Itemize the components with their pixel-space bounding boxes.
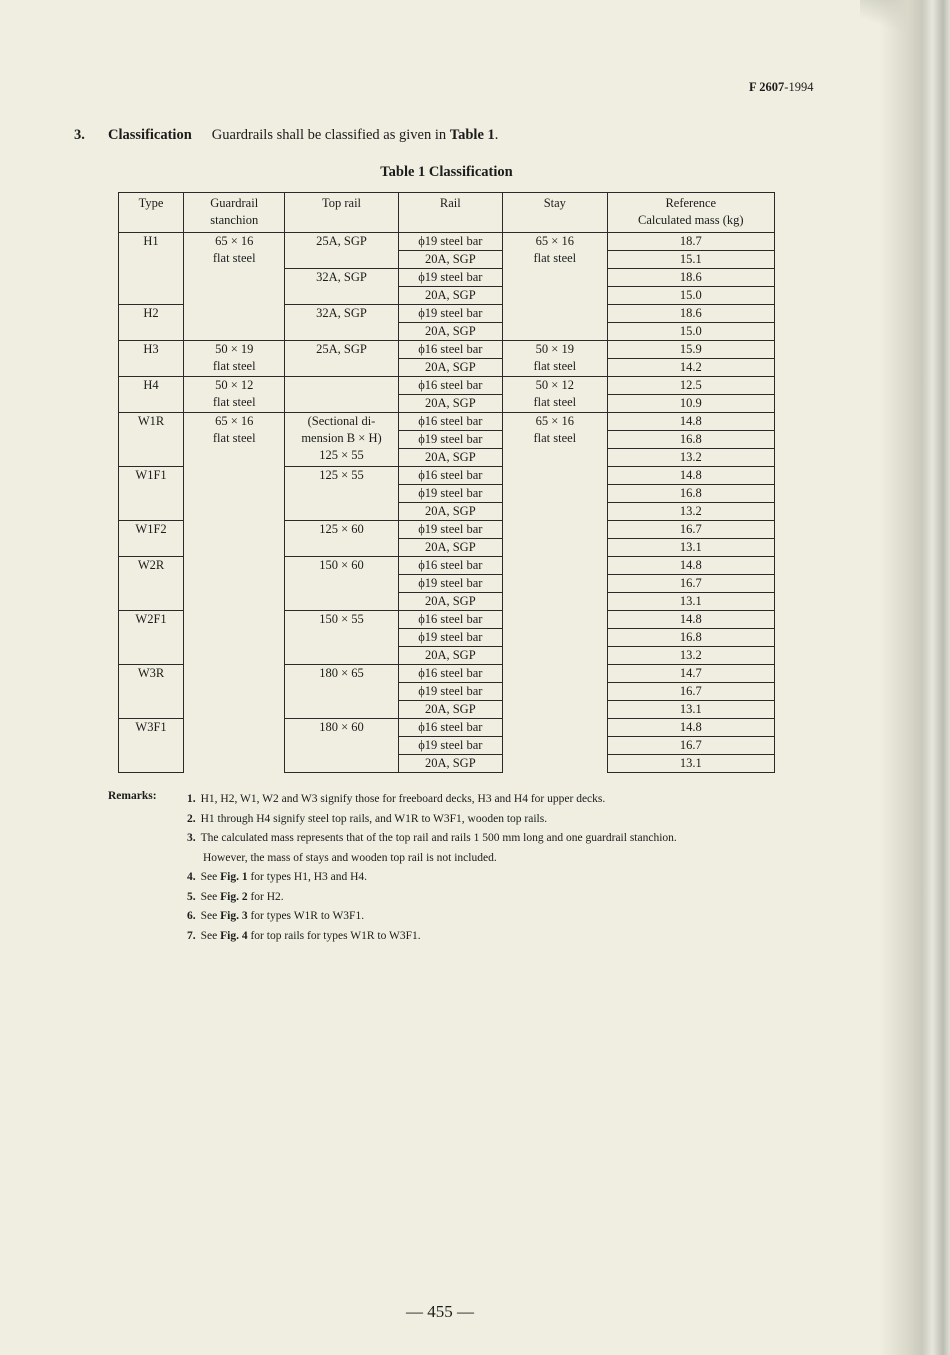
type-cell: W3F1 [119,719,184,773]
mass-cell: 14.8 [607,557,774,575]
mass-cell: 10.9 [607,395,774,413]
type-cell: H2 [119,305,184,341]
classification-table [118,192,775,773]
remark-item-continuation: However, the mass of stays and wooden top rail is not included. [203,851,497,864]
type-cell: H1 [119,233,184,305]
figure-reference: Fig. 3 [220,910,248,922]
mass-cell: 18.6 [607,269,774,287]
type-cell: W3R [119,665,184,719]
rail-cell: 20A, SGP [398,323,503,341]
rail-cell: ϕ16 steel bar [398,611,503,629]
top-rail-cell: 180 × 65 [285,665,398,719]
mass-cell: 14.7 [607,665,774,683]
page-number: — 455 — [406,1302,474,1321]
mass-cell: 15.0 [607,287,774,305]
table-title: Table 1 Classification [380,164,513,180]
top-rail-cell: 150 × 60 [285,557,398,611]
rail-cell: ϕ19 steel bar [398,575,503,593]
table-row [119,377,775,395]
type-cell: H3 [119,341,184,377]
header-stanchion: Guardrail stanchion [184,193,285,233]
mass-cell: 16.7 [607,737,774,755]
rail-cell: 20A, SGP [398,539,503,557]
rail-cell: 20A, SGP [398,647,503,665]
remarks-label: Remarks: [108,790,157,802]
stanchion-cell: 50 × 12 flat steel [184,377,285,413]
rail-cell: 20A, SGP [398,287,503,305]
top-rail-cell: 32A, SGP [285,305,398,341]
rail-cell: ϕ16 steel bar [398,341,503,359]
mass-cell: 16.7 [607,575,774,593]
mass-cell: 16.7 [607,683,774,701]
stanchion-cell: 50 × 19 flat steel [184,341,285,377]
rail-cell: ϕ19 steel bar [398,737,503,755]
table-row [119,413,775,431]
rail-cell: 20A, SGP [398,593,503,611]
rail-cell: ϕ16 steel bar [398,413,503,431]
top-rail-cell: 150 × 55 [285,611,398,665]
type-cell: W1R [119,413,184,467]
type-cell: W1F1 [119,467,184,521]
rail-cell: ϕ16 steel bar [398,557,503,575]
mass-cell: 18.7 [607,233,774,251]
rail-cell: 20A, SGP [398,251,503,269]
rail-cell: 20A, SGP [398,359,503,377]
mass-cell: 13.1 [607,701,774,719]
top-rail-cell [285,377,398,413]
rail-cell: 20A, SGP [398,503,503,521]
rail-cell: ϕ19 steel bar [398,269,503,287]
figure-reference: Fig. 2 [220,890,248,903]
document-code: F 2607-1994 [749,80,814,94]
mass-cell: 13.1 [607,593,774,611]
figure-reference: Fig. 1 [220,871,248,883]
rail-cell: ϕ19 steel bar [398,233,503,251]
table-row [119,233,775,251]
top-rail-cell: 25A, SGP [285,233,398,269]
mass-cell: 16.8 [607,629,774,647]
rail-cell: 20A, SGP [398,755,503,773]
type-cell: W2F1 [119,611,184,665]
page-edge-shadow [880,0,950,1355]
mass-cell: 16.7 [607,521,774,539]
mass-cell: 14.8 [607,611,774,629]
stanchion-cell: 65 × 16 flat steel [184,413,285,773]
mass-cell: 14.8 [607,719,774,737]
type-cell: W1F2 [119,521,184,557]
header-mass: Reference Calculated mass (kg) [607,193,774,233]
type-cell: H4 [119,377,184,413]
section-number: 3. [74,127,85,143]
figure-reference: Fig. 4 [220,929,248,942]
rail-cell: ϕ16 steel bar [398,665,503,683]
mass-cell: 12.5 [607,377,774,395]
table-row [119,341,775,359]
table-header-row [119,193,775,233]
rail-cell: 20A, SGP [398,449,503,467]
mass-cell: 15.9 [607,341,774,359]
header-type: Type [119,193,184,233]
mass-cell: 15.0 [607,323,774,341]
mass-cell: 13.1 [607,539,774,557]
mass-cell: 18.6 [607,305,774,323]
rail-cell: ϕ19 steel bar [398,629,503,647]
mass-cell: 14.8 [607,413,774,431]
remarks-list [187,790,807,946]
remark-item: 7. See Fig. 4 for top rails for types W1R to W3F1. [187,929,421,942]
rail-cell: 20A, SGP [398,395,503,413]
rail-cell: ϕ19 steel bar [398,431,503,449]
mass-cell: 14.8 [607,467,774,485]
rail-cell: ϕ16 steel bar [398,467,503,485]
section-heading: Classification [108,127,192,143]
mass-cell: 13.2 [607,449,774,467]
stay-cell: 50 × 12 flat steel [503,377,607,413]
rail-cell: ϕ19 steel bar [398,683,503,701]
top-rail-cell: (Sectional di- mension B × H) 125 × 55 [285,413,398,467]
mass-cell: 16.8 [607,485,774,503]
mass-cell: 13.2 [607,503,774,521]
remark-item: 2. H1 through H4 signify steel top rails, and W1R to W3F1, wooden top rails. [187,812,548,825]
type-cell: W2R [119,557,184,611]
remark-item: 4. See Fig. 1 for types H1, H3 and H4. [187,871,368,883]
mass-cell: 15.1 [607,251,774,269]
header-stay: Stay [503,193,607,233]
stanchion-cell: 65 × 16 flat steel [184,233,285,341]
top-rail-cell: 125 × 55 [285,467,398,521]
rail-cell: ϕ19 steel bar [398,521,503,539]
mass-cell: 13.2 [607,647,774,665]
rail-cell: ϕ16 steel bar [398,377,503,395]
stay-cell: 65 × 16 flat steel [503,233,607,341]
mass-cell: 13.1 [607,755,774,773]
remark-item: 5. See Fig. 2 for H2. [187,890,284,903]
mass-cell: 16.8 [607,431,774,449]
top-rail-cell: 32A, SGP [285,269,398,305]
stay-cell: 65 × 16 flat steel [503,413,607,773]
top-rail-cell: 125 × 60 [285,521,398,557]
header-rail: Rail [398,193,503,233]
remark-item: 1. H1, H2, W1, W2 and W3 signify those for freeboard decks, H3 and H4 for upper decks. [187,793,606,805]
header-top-rail: Top rail [285,193,398,233]
top-rail-cell: 25A, SGP [285,341,398,377]
rail-cell: ϕ16 steel bar [398,719,503,737]
rail-cell: 20A, SGP [398,701,503,719]
section-classification: 3. Classification Guardrails shall be classified as given in Table 1. [74,127,499,143]
remark-item: 3. The calculated mass represents that of the top rail and rails 1 500 mm long and one guardrail stanchion. [187,832,677,844]
rail-cell: ϕ19 steel bar [398,485,503,503]
stay-cell: 50 × 19 flat steel [503,341,607,377]
mass-cell: 14.2 [607,359,774,377]
table-reference: Table 1 [449,127,495,143]
top-rail-cell: 180 × 60 [285,719,398,773]
remark-item: 6. See Fig. 3 for types W1R to W3F1. [187,910,365,922]
rail-cell: ϕ19 steel bar [398,305,503,323]
